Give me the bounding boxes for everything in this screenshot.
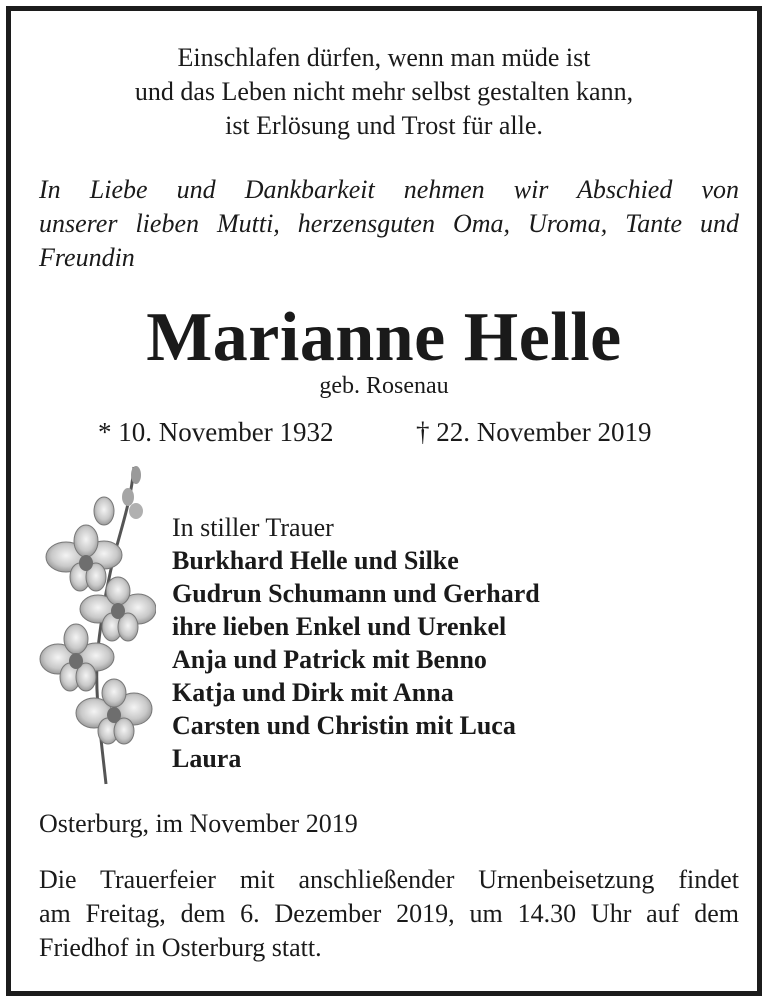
- poem-line: Einschlafen dürfen, wenn man müde ist: [177, 43, 591, 72]
- poem-line: ist Erlösung und Trost für alle.: [225, 111, 543, 140]
- funeral-line: Die Trauerfeier mit anschließender Urnenbeisetzung findet: [39, 865, 739, 894]
- mourner-line: Gudrun Schumann und Gerhard: [172, 579, 540, 608]
- mourner-line: Anja und Patrick mit Benno: [172, 645, 487, 674]
- poem: [11, 41, 757, 143]
- intro-line: unserer lieben Mutti, herzensguten Oma, Uroma, Tante und: [39, 209, 739, 238]
- obituary-frame: [6, 6, 762, 996]
- deceased-name: Marianne Helle: [146, 299, 622, 376]
- funeral-line: am Freitag, dem 6. Dezember 2019, um 14.30 Uhr auf dem: [39, 899, 739, 928]
- intro-line: In Liebe und Dankbarkeit nehmen wir Abschied von: [39, 175, 739, 204]
- mourners-list: [172, 511, 540, 775]
- birth-date: * 10. November 1932: [98, 417, 334, 447]
- poem-line: und das Leben nicht mehr selbst gestalten kann,: [134, 77, 634, 106]
- orchid-branch-icon: [36, 459, 156, 789]
- funeral-notice: [39, 863, 739, 965]
- mourner-line: Carsten und Christin mit Luca: [172, 711, 516, 740]
- mourner-line: Katja und Dirk mit Anna: [172, 678, 454, 707]
- place-date: Osterburg, im November 2019: [39, 809, 358, 838]
- mourner-line: ihre lieben Enkel und Urenkel: [172, 612, 507, 641]
- maiden-name: geb. Rosenau: [319, 373, 449, 399]
- death-date: † 22. November 2019: [416, 417, 652, 447]
- farewell-intro: [39, 173, 739, 275]
- intro-line: Freundin: [39, 243, 135, 272]
- mourner-line: Burkhard Helle und Silke: [172, 546, 459, 575]
- funeral-line: Friedhof in Osterburg statt.: [39, 933, 322, 962]
- mourner-line: Laura: [172, 744, 242, 773]
- mourners-heading: In stiller Trauer: [172, 513, 334, 542]
